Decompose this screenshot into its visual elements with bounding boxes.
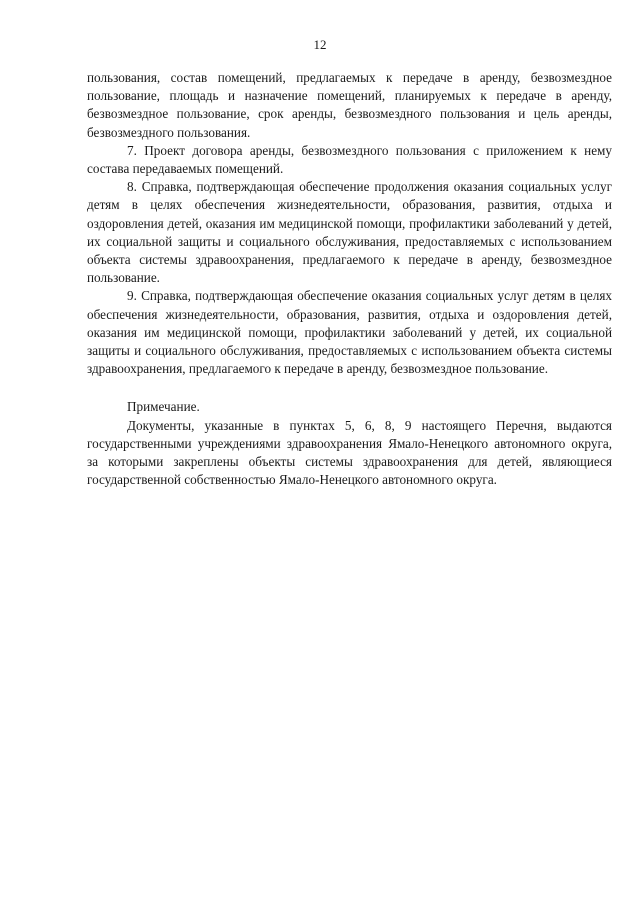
- note-heading: Примечание.: [127, 399, 200, 415]
- paragraph-item-8: 8. Справка, подтверждающая обеспечение продолжения оказания социальных услуг детям в целях обеспечения жизнедеятельности, образования, развития, отдыха и оздоровления детей, оказания им медицинской помощи, профилактики заболеваний у детей, их социальной защиты и социального обслуживания, предоставляемых с использованием объекта системы здравоохранения, предлагаемого к передаче в аренду, безвозмездное пользование.: [87, 179, 612, 286]
- page-number: 12: [313, 37, 327, 52]
- note-text: Документы, указанные в пунктах 5, 6, 8, 9 настоящего Перечня, выдаются государственными учреждениями здравоохранения Ямало-Ненецкого автономного округа, за которыми закреплены объекты системы здравоохранения для детей, являющиеся государственной собственностью Ямало-Ненецкого автономного округа.: [87, 417, 612, 488]
- paragraph-item-9: 9. Справка, подтверждающая обеспечение оказания социальных услуг детям в целях обеспечения жизнедеятельности, образования, развития, отдыха и оздоровления детей, оказания им медицинской помощи, профилактики заболеваний у детей, их социальной защиты и социального обслуживания, предоставляемых с использованием объекта системы здравоохранения, предлагаемого к передаче в аренду, безвозмездное пользование.: [87, 288, 612, 377]
- paragraph-continuation: пользования, состав помещений, предлагаемых к передаче в аренду, безвозмездное пользование, площадь и назначение помещений, планируемых к передаче в аренду, безвозмездное пользование, срок аренды, безвозмездного пользования и цель аренды, безвозмездного пользования.: [87, 70, 612, 140]
- paragraph-item-7: 7. Проект договора аренды, безвозмездного пользования с приложением к нему состава передаваемых помещений.: [87, 142, 612, 177]
- document-body: [87, 69, 612, 489]
